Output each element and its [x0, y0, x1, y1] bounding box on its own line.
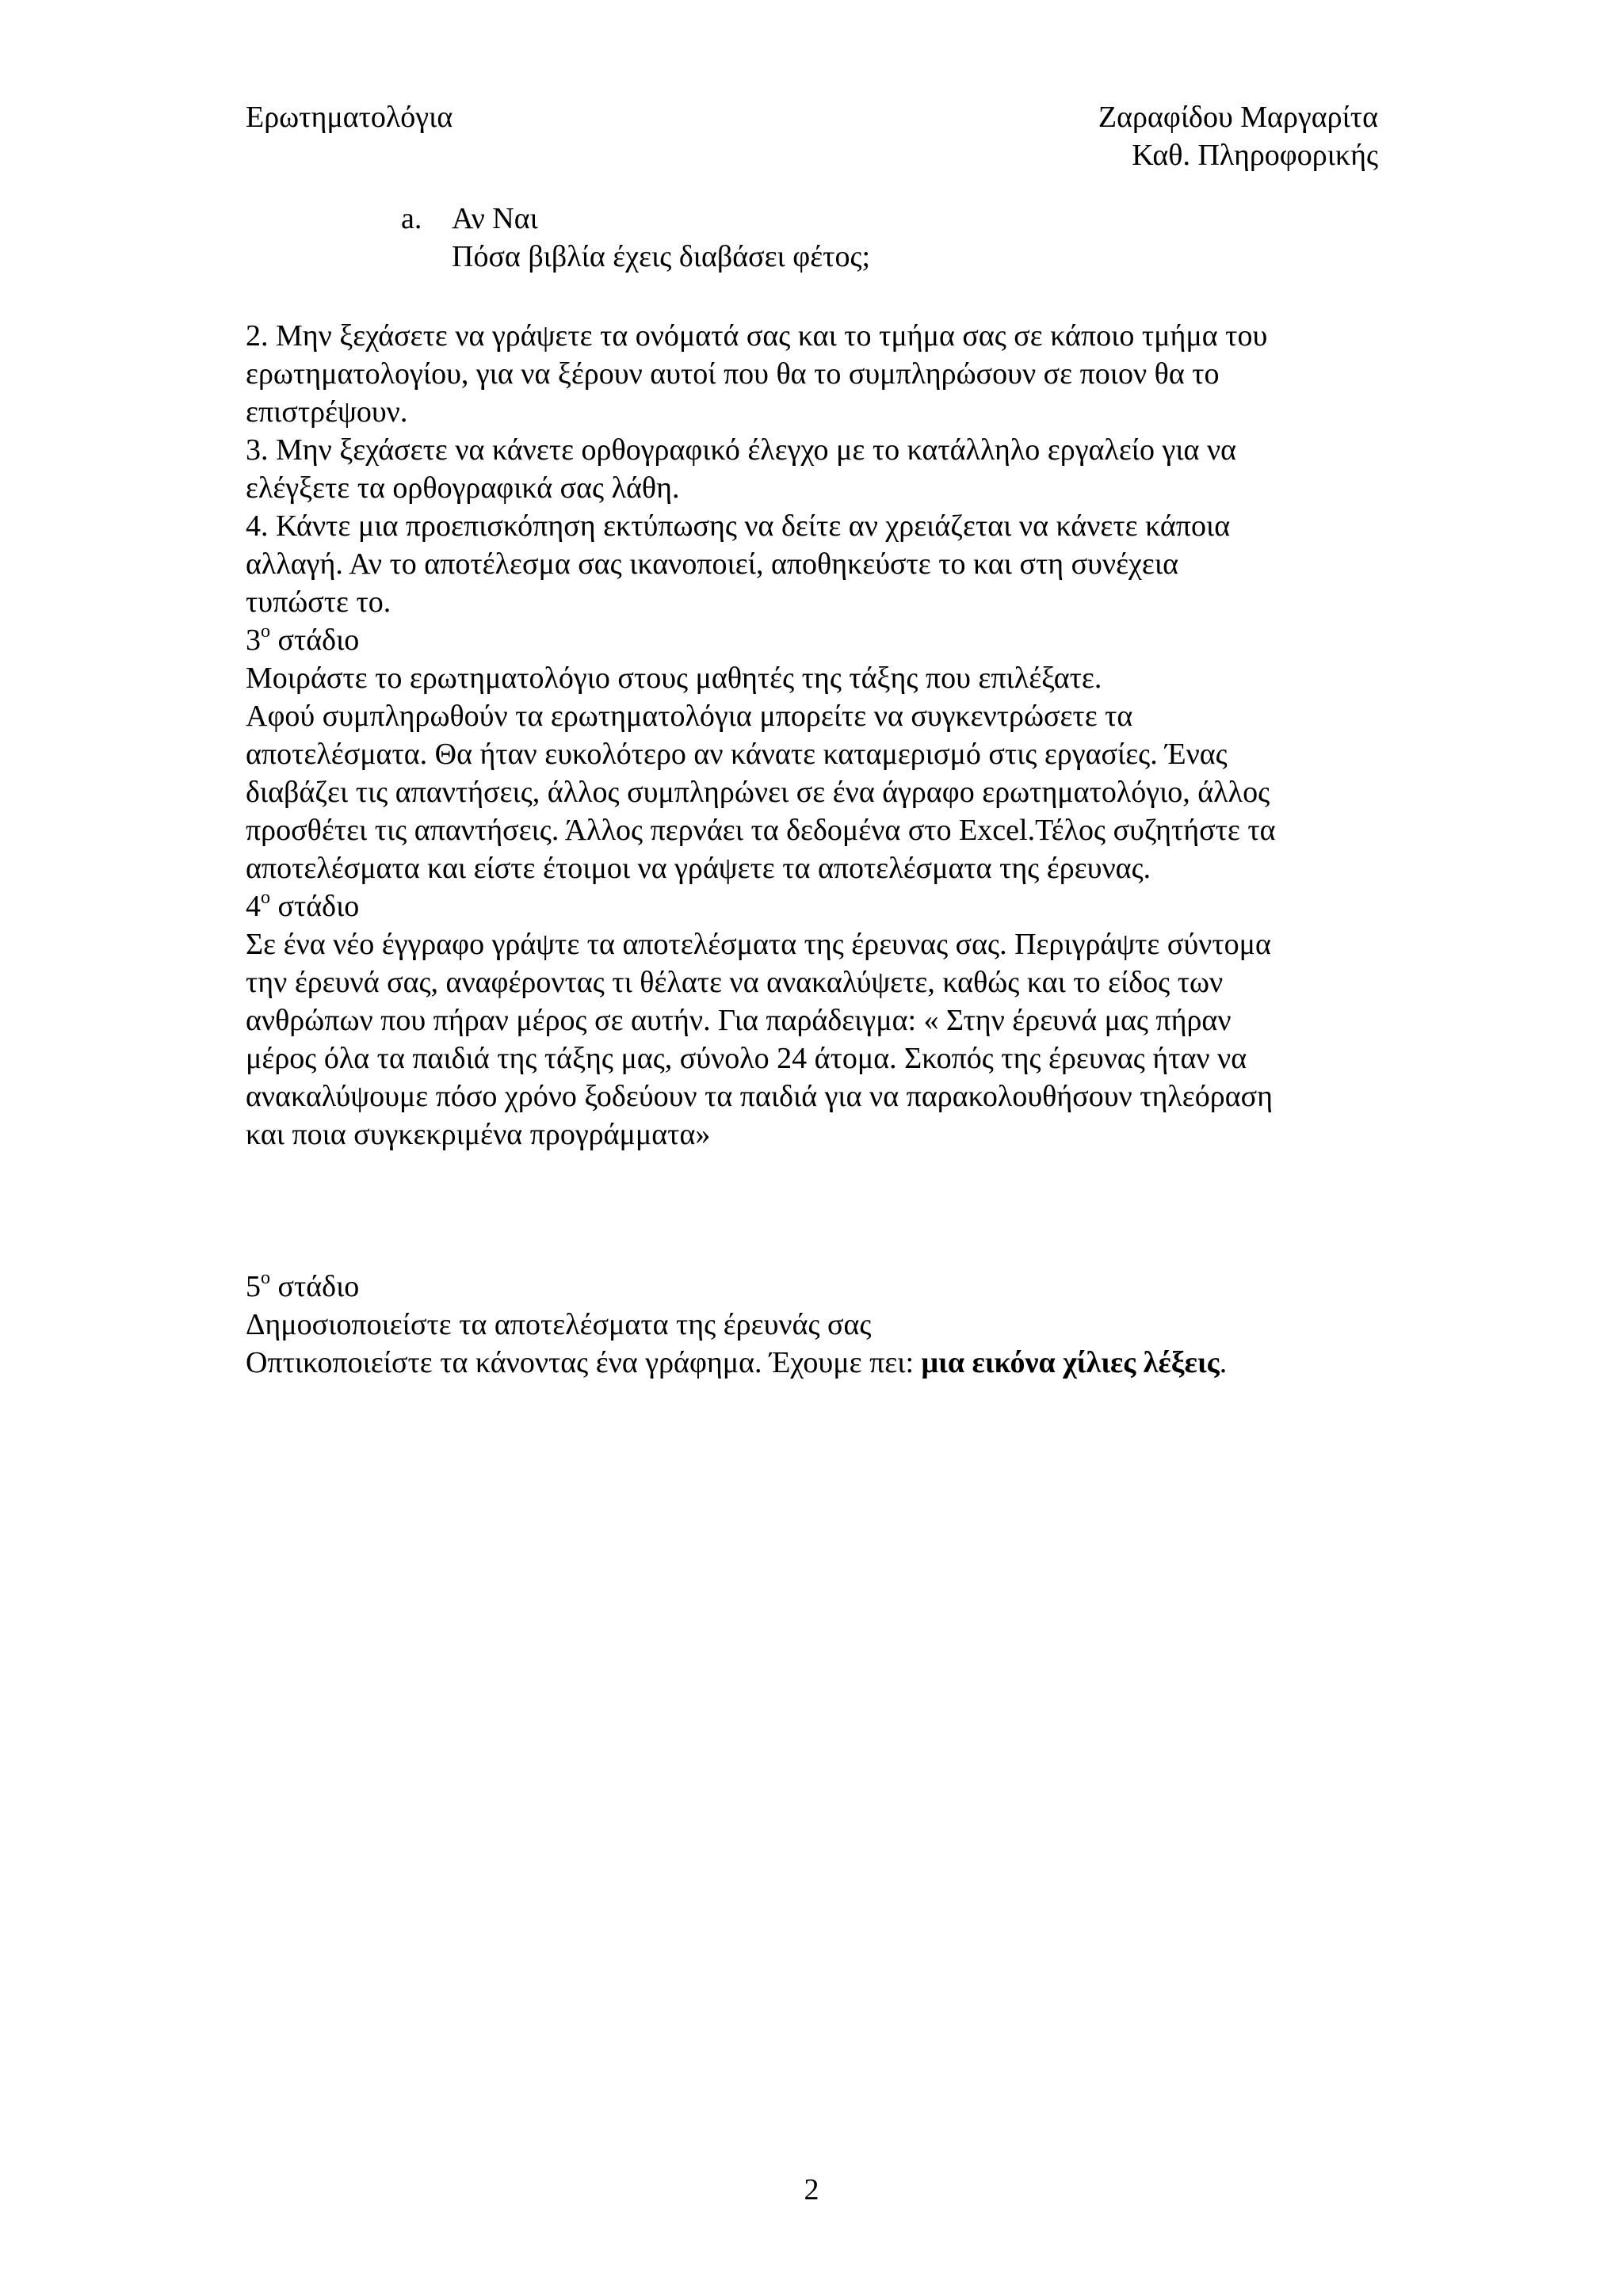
author-name: Ζαραφίδου Μαργαρίτα — [1098, 101, 1378, 134]
instruction-item-4 — [246, 507, 1379, 621]
sub-question-line: Πόσα βιβλία έχεις διαβάσει φέτος; — [452, 240, 871, 273]
paragraph-line: ελέγξετε τα ορθογραφικά σας λάθη. — [246, 471, 680, 505]
paragraph-line: Σε ένα νέο έγγραφο γράψτε τα αποτελέσματα της έρευνας σας. Περιγράψτε σύντομα — [246, 928, 1271, 961]
stage-ordinal: ο — [261, 1268, 270, 1288]
paragraph-line: ανακαλύψουμε πόσο χρόνο ξοδεύουν τα παιδιά για να παρακολουθήσουν τηλεόραση — [246, 1080, 1273, 1113]
stage-4-section — [246, 887, 1379, 1154]
paragraph-line: τυπώστε το. — [246, 585, 391, 619]
stage-ordinal: ο — [261, 621, 270, 642]
paragraph-line: διαβάζει τις απαντήσεις, άλλος συμπληρώνει σε ένα άγραφο ερωτηματολόγιο, άλλος — [246, 776, 1270, 809]
stage-heading — [246, 1268, 1379, 1306]
document-title: Ερωτηματολόγια — [246, 101, 453, 134]
paragraph-line: Αφού συμπληρωθούν τα ερωτηματολόγια μπορείτε να συγκεντρώσετε τα — [246, 700, 1133, 733]
stage-3-section — [246, 621, 1379, 887]
paragraph-line: 2. Μην ξεχάσετε να γράψετε τα ονόματά σας και το τμήμα σας σε κάποιο τμήμα του — [246, 319, 1268, 353]
stage-5-section — [246, 1268, 1379, 1382]
paragraph-line: Μοιράστε το ερωτηματολόγιο στους μαθητές της τάξης που επιλέξατε. — [246, 662, 1102, 695]
text-run: . — [1219, 1346, 1228, 1379]
stage-heading — [246, 887, 1379, 925]
paragraph-line: και ποια συγκεκριμένα προγράμματα» — [246, 1118, 711, 1151]
stage-number: 3 — [246, 624, 261, 657]
author-role: Καθ. Πληροφορικής — [1132, 139, 1378, 172]
stage-label: στάδιο — [277, 624, 360, 657]
instruction-item-3 — [246, 431, 1379, 507]
paragraph-line: αποτελέσματα. Θα ήταν ευκολότερο αν κάνατε καταμερισμό στις εργασίες. Ένας — [246, 738, 1228, 771]
sub-question — [401, 200, 870, 276]
instruction-item-2 — [246, 317, 1379, 431]
paragraph-line: ανθρώπων που πήραν μέρος σε αυτήν. Για παράδειγμα: « Στην έρευνά μας πήραν — [246, 1004, 1232, 1037]
paragraph-line: αποτελέσματα και είστε έτοιμοι να γράψετε τα αποτελέσματα της έρευνας. — [246, 852, 1151, 885]
stage-heading — [246, 621, 1379, 659]
sub-question-line: Αν Ναι — [452, 202, 538, 235]
paragraph-line: 3. Μην ξεχάσετε να κάνετε ορθογραφικό έλεγχο με το κατάλληλο εργαλείο για να — [246, 433, 1237, 467]
list-marker: a. — [401, 202, 422, 235]
text-run: Οπτικοποιείστε τα κάνοντας ένα γράφημα. Έχουμε πει: — [246, 1346, 922, 1379]
page-number: 2 — [804, 2173, 819, 2206]
stage-ordinal: ο — [261, 887, 270, 908]
bold-phrase: μια εικόνα χίλιες λέξεις — [921, 1346, 1220, 1379]
paragraph-line: ερωτηματολογίου, για να ξέρουν αυτοί που θα το συμπληρώσουν σε ποιον θα το — [246, 357, 1220, 391]
paragraph-line: Δημοσιοποιείστε τα αποτελέσματα της έρευνάς σας — [246, 1308, 872, 1341]
paragraph-line: προσθέτει τις απαντήσεις. Άλλος περνάει τα δεδομένα στο Excel.Τέλος συζητήστε τα — [246, 814, 1276, 847]
paragraph-line: μέρος όλα τα παιδιά της τάξης μας, σύνολο 24 άτομα. Σκοπός της έρευνας ήταν να — [246, 1042, 1247, 1075]
paragraph-line: αλλαγή. Αν το αποτέλεσμα σας ικανοποιεί, αποθηκεύστε το και στη συνέχεια — [246, 547, 1178, 581]
paragraph-line: 4. Κάντε μια προεπισκόπηση εκτύπωσης να δείτε αν χρειάζεται να κάνετε κάποια — [246, 509, 1231, 543]
paragraph-line: επιστρέψουν. — [246, 395, 408, 429]
paragraph-line — [246, 1344, 1379, 1382]
stage-label: στάδιο — [277, 890, 360, 923]
header-author-block — [1098, 98, 1378, 174]
paragraph-line: την έρευνά σας, αναφέροντας τι θέλατε να ανακαλύψετε, καθώς και το είδος των — [246, 966, 1224, 999]
stage-number: 4 — [246, 890, 261, 923]
blank-space — [246, 1154, 1379, 1268]
stage-number: 5 — [246, 1270, 261, 1303]
stage-label: στάδιο — [277, 1270, 360, 1303]
document-body — [246, 317, 1379, 1382]
